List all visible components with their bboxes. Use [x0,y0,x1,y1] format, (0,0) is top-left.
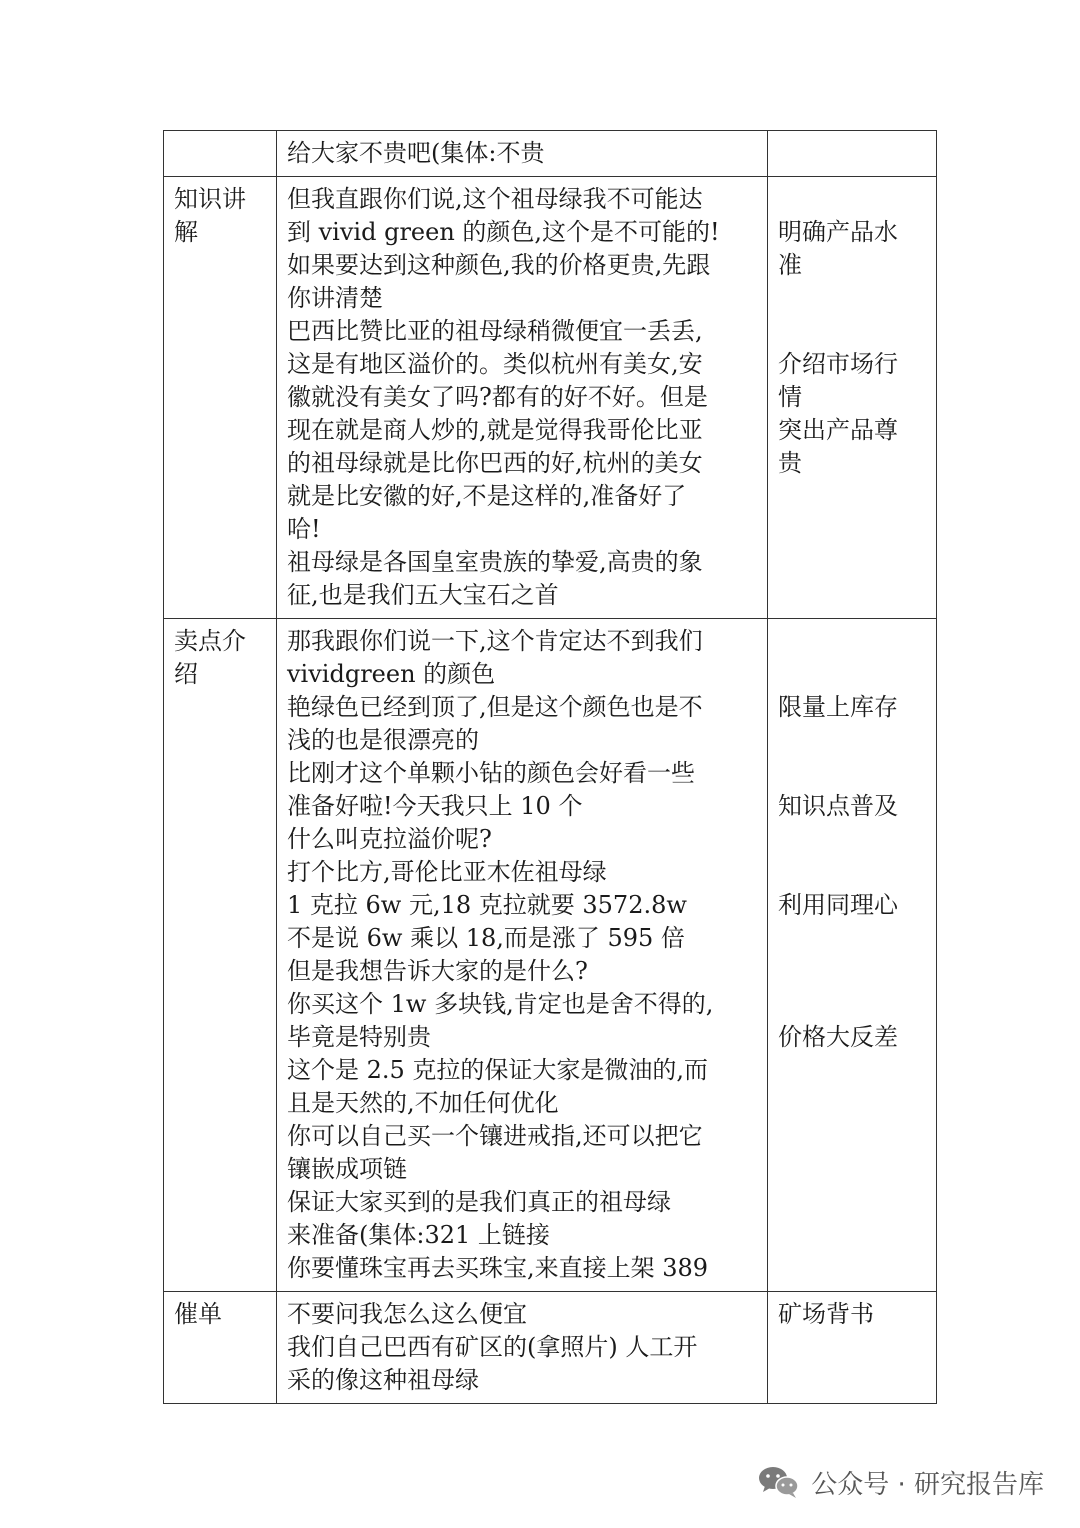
wechat-icon [757,1464,801,1500]
table-row [164,177,937,619]
watermark-text: 公众号 · 研究报告库 [811,1469,1044,1500]
stage-cell [164,131,277,177]
note-cell: 限量上库存 知识点普及 利用同理心 价格大反差 [768,619,937,1292]
stage-cell: 卖点介 绍 [164,619,277,1292]
table-row [164,1292,937,1404]
stage-cell: 知识讲 解 [164,177,277,619]
script-cell: 但我直跟你们说,这个祖母绿我不可能达 到 vivid green 的颜色,这个是不可能的! 如果要达到这种颜色,我的价格更贵,先跟 你讲清楚 巴西比赞比亚的祖母绿稍微便宜一丢丢, 这是有地区溢价的。类似杭州有美女,安 徽就没有美女了吗?都有的好不好。但是 现在就是商人炒的,就是觉得我哥伦比亚 的祖母绿就是比你巴西的好,杭州的美女 就是比安徽的好,不是这样的,准备好了 哈! 祖母绿是各国皇室贵族的挚爱,高贵的象 征,也是我们五大宝石之首 [277,177,768,619]
script-cell: 给大家不贵吧(集体:不贵 [277,131,768,177]
script-cell: 不要问我怎么这么便宜 我们自己巴西有矿区的(拿照片) 人工开 采的像这种祖母绿 [277,1292,768,1404]
script-cell: 那我跟你们说一下,这个肯定达不到我们 vividgreen 的颜色 艳绿色已经到顶了,但是这个颜色也是不 浅的也是很漂亮的 比刚才这个单颗小钻的颜色会好看一些 准备好啦!今天我只上 10 个 什么叫克拉溢价呢? 打个比方,哥伦比亚木佐祖母绿 1 克拉 6w 元,18 克拉就要 3572.8w 不是说 6w 乘以 18,而是涨了 595 倍 但是我想告诉大家的是什么? 你买这个 1w 多块钱,肯定也是舍不得的, 毕竟是特别贵 这个是 2.5 克拉的保证大家是微油的,而 且是天然的,不加任何优化 你可以自己买一个镶进戒指,还可以把它 镶嵌成项链 保证大家买到的是我们真正的祖母绿 来准备(集体:321 上链接 你要懂珠宝再去买珠宝,来直接上架 389 [277,619,768,1292]
table-row [164,619,937,1292]
note-cell: 明确产品水 准 介绍市场行 情 突出产品尊 贵 [768,177,937,619]
table-row [164,131,937,177]
script-table [163,130,937,1404]
watermark [757,1462,1044,1502]
note-cell: 矿场背书 [768,1292,937,1404]
stage-cell: 催单 [164,1292,277,1404]
note-cell [768,131,937,177]
